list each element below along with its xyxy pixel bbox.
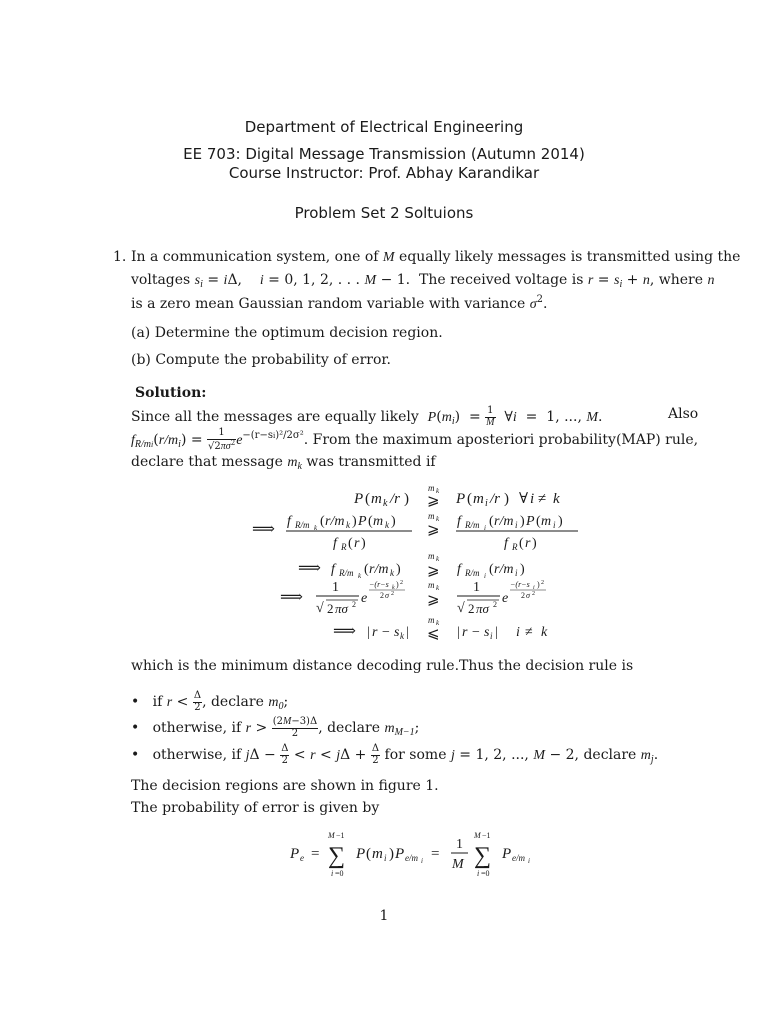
svg-text:r: r [354,536,360,551]
svg-text:k: k [314,524,318,532]
svg-text:(: ( [489,562,494,577]
svg-text:k: k [436,584,440,592]
svg-text:m: m [473,491,484,507]
svg-text:i: i [421,857,423,865]
svg-text:): ) [558,514,563,529]
svg-text:f: f [504,536,508,551]
svg-text:=: = [311,846,320,862]
svg-text:R: R [341,542,347,552]
solution-also: Also [668,406,699,422]
svg-text:i: i [490,631,493,641]
svg-text:=0: =0 [335,869,344,878]
probability-of-error-equation [0,826,768,886]
svg-text:f: f [287,514,291,529]
svg-text:2: 2 [391,591,394,597]
probability-error-text: The probability of error is given by [131,800,380,816]
svg-text:(: ( [348,536,353,551]
svg-text:σ: σ [385,591,389,600]
problem-line-2: voltages $s_i = i\Delta$, i = 0, 1, 2, . . . M − 1. The received voltage is $r = s_i + n$, where n [131,272,715,290]
svg-text:⩾: ⩾ [427,493,440,509]
svg-text:e: e [300,853,304,863]
svg-text:M: M [474,831,481,840]
svg-text:1: 1 [473,580,480,595]
svg-text:M: M [328,831,335,840]
svg-text:√: √ [316,601,324,616]
svg-text:r: r [372,625,378,640]
svg-text:=: = [431,846,440,862]
svg-text:−(r−s: −(r−s [510,580,530,589]
svg-text:i: i [528,857,530,865]
svg-text:P: P [456,491,466,507]
svg-text:R: R [512,542,518,552]
svg-text:2: 2 [352,600,356,609]
svg-text:(: ( [519,536,524,551]
solution-line-1: Since all the messages are equally likely $P(m_i)$ = $\frac{1}{M}$ ∀i = 1, ..., M. [131,405,603,428]
svg-text:r/m: r/m [494,562,514,577]
svg-text:≠: ≠ [525,625,533,640]
svg-text:i: i [384,853,387,863]
svg-text:m: m [428,551,435,561]
svg-text:k: k [385,520,389,530]
svg-text:⩾: ⩾ [427,522,440,538]
svg-text:−: − [472,625,480,640]
svg-text:): ) [520,514,525,529]
svg-text:⩾: ⩾ [427,592,440,608]
svg-text:(: ( [365,491,370,507]
svg-text:=0: =0 [481,869,490,878]
min-distance-rule-text: which is the minimum distance decoding rule.Thus the decision rule is [131,658,634,674]
svg-text:⟹: ⟹ [252,521,275,538]
svg-text:): ) [520,562,525,577]
svg-text:σ: σ [526,591,530,600]
svg-text:f: f [333,536,337,551]
problem-line-1: In a communication system, one of M equally likely messages is transmitted using the [131,249,741,265]
svg-text:√: √ [457,601,465,616]
instructor-line: Course Instructor: Prof. Abhay Karandikar [228,164,540,182]
svg-text:⩽: ⩽ [427,626,440,642]
svg-text:−: − [382,625,390,640]
svg-text:P: P [502,846,512,862]
svg-text:|: | [367,625,370,640]
svg-text:m: m [428,580,435,590]
svg-text:m: m [373,514,384,529]
svg-text:): ) [396,562,401,577]
svg-text:r/m: r/m [325,514,345,529]
svg-text:2: 2 [493,600,497,609]
solution-line-3: declare that message $m_k$ was transmitted if [131,454,436,472]
svg-text:|: | [406,625,409,640]
svg-text:k: k [436,487,440,495]
decision-regions-text: The decision regions are shown in figure 1. [131,778,439,794]
course-title: EE 703: Digital Message Transmission (Autumn 2014) [183,145,585,163]
svg-text:⟹: ⟹ [333,623,356,640]
part-a: (a) Determine the optimum decision region. [131,325,443,341]
svg-text:∑: ∑ [328,843,346,869]
svg-text:1: 1 [332,580,339,595]
svg-text:−1: −1 [336,831,345,840]
svg-text:k: k [553,491,560,507]
svg-text:P: P [354,491,364,507]
svg-text:m: m [428,483,435,493]
svg-text:|: | [457,625,460,640]
svg-text:m: m [371,491,382,507]
svg-text:s: s [394,625,400,640]
svg-text:R/m: R/m [339,568,354,578]
svg-text:2: 2 [327,601,334,616]
svg-text:e: e [502,591,509,606]
svg-text:k: k [400,631,404,641]
svg-text:≠: ≠ [538,491,547,507]
svg-text:): ) [396,580,399,589]
svg-text:m: m [372,846,383,862]
svg-text:e: e [361,591,368,606]
svg-text:f: f [457,562,461,577]
svg-text:2: 2 [521,591,525,600]
svg-text:m: m [428,511,435,521]
svg-text:): ) [537,580,540,589]
svg-text:k: k [383,498,388,509]
svg-text:1: 1 [456,837,463,852]
svg-text:e/m: e/m [405,853,418,863]
svg-text:(: ( [364,562,369,577]
svg-text:2: 2 [468,601,475,616]
svg-text:⟹: ⟹ [298,560,321,577]
map-derivation-equations [0,478,768,648]
svg-text:(: ( [489,514,494,529]
svg-text:m: m [541,514,552,529]
svg-text:): ) [352,514,357,529]
svg-text:r: r [462,625,468,640]
svg-text:r/m: r/m [369,562,389,577]
bullet-2: • otherwise, if r > $\frac{(2M-3)\Delta}{2}$ , declare $m_{M-1}$; [131,716,420,739]
solution-heading: Solution: [135,385,207,401]
svg-text:r/m: r/m [494,514,514,529]
svg-text:k: k [436,515,440,523]
svg-text:−(r−s: −(r−s [369,580,389,589]
svg-text:): ) [404,491,409,507]
svg-text:P: P [358,514,367,529]
svg-text:⩾: ⩾ [427,563,440,579]
svg-text:): ) [391,514,396,529]
svg-text:(: ( [368,514,373,529]
svg-text:i: i [530,491,535,507]
svg-text:(: ( [320,514,325,529]
svg-text:R/m: R/m [465,568,480,578]
svg-text:(: ( [366,846,371,862]
svg-text:M: M [452,857,464,872]
svg-text:k: k [436,555,440,563]
svg-text:i: i [484,524,486,532]
svg-text:P: P [290,846,300,862]
svg-text:(: ( [467,491,472,507]
svg-text:2: 2 [400,580,403,586]
svg-text:/r: /r [390,491,401,507]
svg-text:⟹: ⟹ [280,589,303,606]
svg-text:2: 2 [532,591,535,597]
svg-text:): ) [532,536,537,551]
problem-line-3: is a zero mean Gaussian random variable with variance $\sigma^2$. [131,294,548,312]
svg-text:P: P [395,846,405,862]
solution-line-2: $f_{R/mi}(r/m_i)$ = $\frac{1}{√2\pi\sigma^2}$ $e^{-(r-si)^2/2\sigma^2}$. From the maximum aposteriori probability(MAP) rule, [131,427,699,452]
svg-text:f: f [331,562,335,577]
svg-text:/r: /r [490,491,501,507]
svg-text:s: s [484,625,490,640]
svg-text:): ) [361,536,366,551]
svg-text:i: i [553,520,556,530]
svg-text:i: i [533,585,535,591]
svg-text:P: P [356,846,366,862]
svg-text:f: f [457,514,461,529]
part-b: (b) Compute the probability of error. [131,352,392,368]
svg-text:2: 2 [380,591,384,600]
svg-text:i: i [515,568,518,578]
svg-text:(: ( [536,514,541,529]
svg-text:i: i [516,625,520,640]
svg-text:πσ: πσ [335,601,348,616]
svg-text:i: i [485,498,488,509]
svg-text:i: i [515,520,518,530]
svg-text:πσ: πσ [476,601,489,616]
svg-text:k: k [358,572,362,580]
svg-text:R/m: R/m [465,520,480,530]
svg-text:k: k [346,520,350,530]
svg-text:i: i [331,869,334,878]
bullet-3: • otherwise, if jΔ − $\frac{\Delta}{2}$ < r < jΔ + $\frac{\Delta}{2}$ for some j = 1, 2, ..., M − 2, declare $m_j$. [131,743,659,766]
svg-text:i: i [477,869,480,878]
problem-number: 1. [113,249,127,265]
svg-text:k: k [390,568,394,578]
department-title: Department of Electrical Engineering [244,118,524,136]
svg-text:i: i [484,572,486,580]
svg-text:P: P [526,514,535,529]
bullet-1: • if r < $\frac{\Delta}{2}$ , declare $m_0$; [131,690,289,713]
svg-text:∀: ∀ [519,491,529,507]
svg-text:m: m [428,615,435,625]
svg-text:r: r [525,536,531,551]
svg-text:k: k [541,625,548,640]
svg-text:|: | [495,625,498,640]
svg-text:2: 2 [541,580,544,586]
svg-text:): ) [504,491,509,507]
svg-text:k: k [392,585,395,591]
problem-set-title: Problem Set 2 Soltuions [294,204,474,222]
svg-text:R/m: R/m [295,520,310,530]
svg-text:): ) [389,846,394,862]
svg-text:∑: ∑ [474,843,492,869]
page-number: 1 [379,908,389,924]
svg-text:−1: −1 [482,831,491,840]
svg-text:e/m: e/m [512,853,525,863]
svg-text:k: k [436,619,440,627]
